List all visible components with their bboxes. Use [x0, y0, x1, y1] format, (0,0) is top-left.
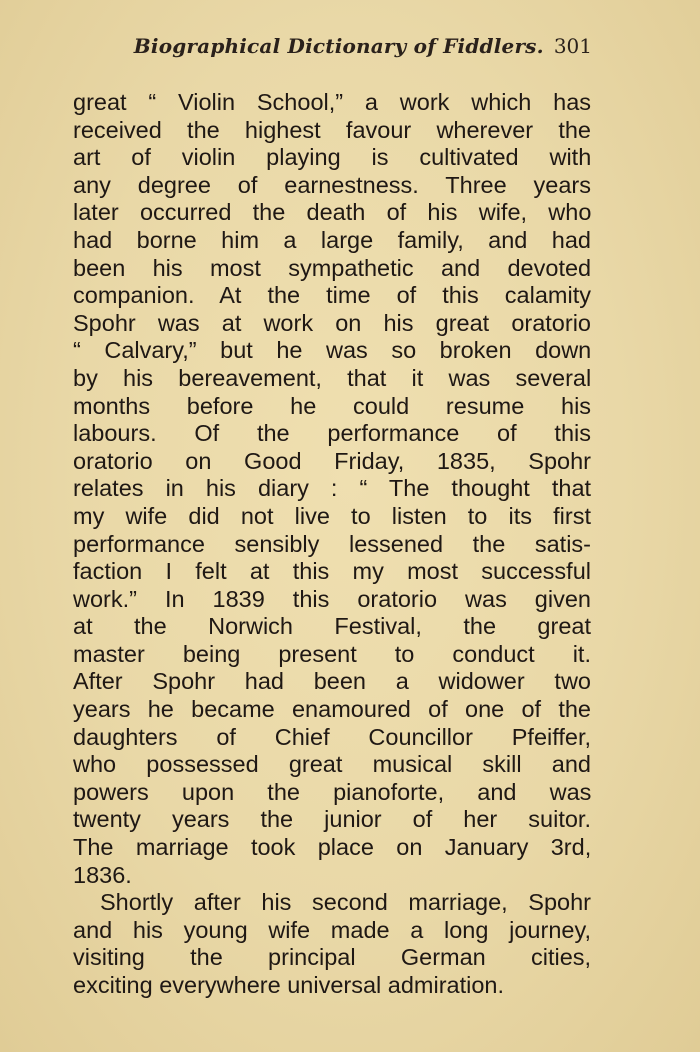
text-line: labours. Of the performance of this: [73, 420, 591, 447]
text-line: had borne him a large family, and had: [73, 226, 591, 253]
text-line: The marriage took place on January 3rd,: [73, 834, 592, 861]
running-head: [0, 34, 592, 58]
text-line: by his bereavement, that it was several: [73, 364, 592, 391]
text-line: master being present to conduct it.: [73, 640, 591, 667]
text-line: daughters of Chief Councillor Pfeiffer,: [73, 723, 591, 750]
text-line: twenty years the junior of her suitor.: [73, 806, 591, 833]
page-number: 301: [553, 34, 592, 58]
text-line: any degree of earnestness. Three years: [73, 171, 591, 198]
text-line: at the Norwich Festival, the great: [73, 613, 591, 640]
text-line: oratorio on Good Friday, 1835, Spohr: [73, 447, 591, 474]
text-line: After Spohr had been a widower two: [73, 668, 591, 695]
text-line: and his young wife made a long journey,: [73, 916, 591, 943]
text-line: faction I felt at this my most successful: [73, 558, 591, 585]
text-line: performance sensibly lessened the satis-: [73, 530, 591, 557]
text-line: months before he could resume his: [73, 392, 592, 419]
text-line: relates in his diary : “ The thought that: [73, 475, 592, 502]
text-line: great “ Violin School,” a work which has: [73, 89, 592, 115]
text-line: exciting everywhere universal admiration.: [73, 972, 505, 998]
text-line: visiting the principal German cities,: [73, 944, 592, 971]
running-title: Biographical Dictionary of Fiddlers.: [133, 34, 544, 58]
text-line: years he became enamoured of one of the: [73, 696, 591, 723]
paragraph-1: [73, 89, 591, 889]
text-line: “ Calvary,” but he was so broken down: [73, 337, 592, 364]
text-line: later occurred the death of his wife, who: [73, 199, 592, 226]
text-line: companion. At the time of this calamity: [73, 282, 591, 309]
text-line: who possessed great musical skill and: [73, 751, 591, 778]
text-line: received the highest favour wherever the: [73, 116, 591, 143]
text-line: work.” In 1839 this oratorio was given: [73, 585, 591, 612]
text-line: art of violin playing is cultivated with: [73, 144, 592, 171]
text-line: Spohr was at work on his great oratorio: [73, 309, 591, 336]
text-line: powers upon the pianoforte, and was: [73, 778, 592, 805]
paragraph-2: [73, 889, 591, 999]
text-line: Shortly after his second marriage, Spohr: [100, 889, 591, 916]
text-line: been his most sympathetic and devoted: [73, 254, 592, 281]
body-text: [73, 89, 591, 1000]
text-line: 1836.: [73, 861, 132, 888]
text-line: my wife did not live to listen to its first: [73, 502, 591, 529]
